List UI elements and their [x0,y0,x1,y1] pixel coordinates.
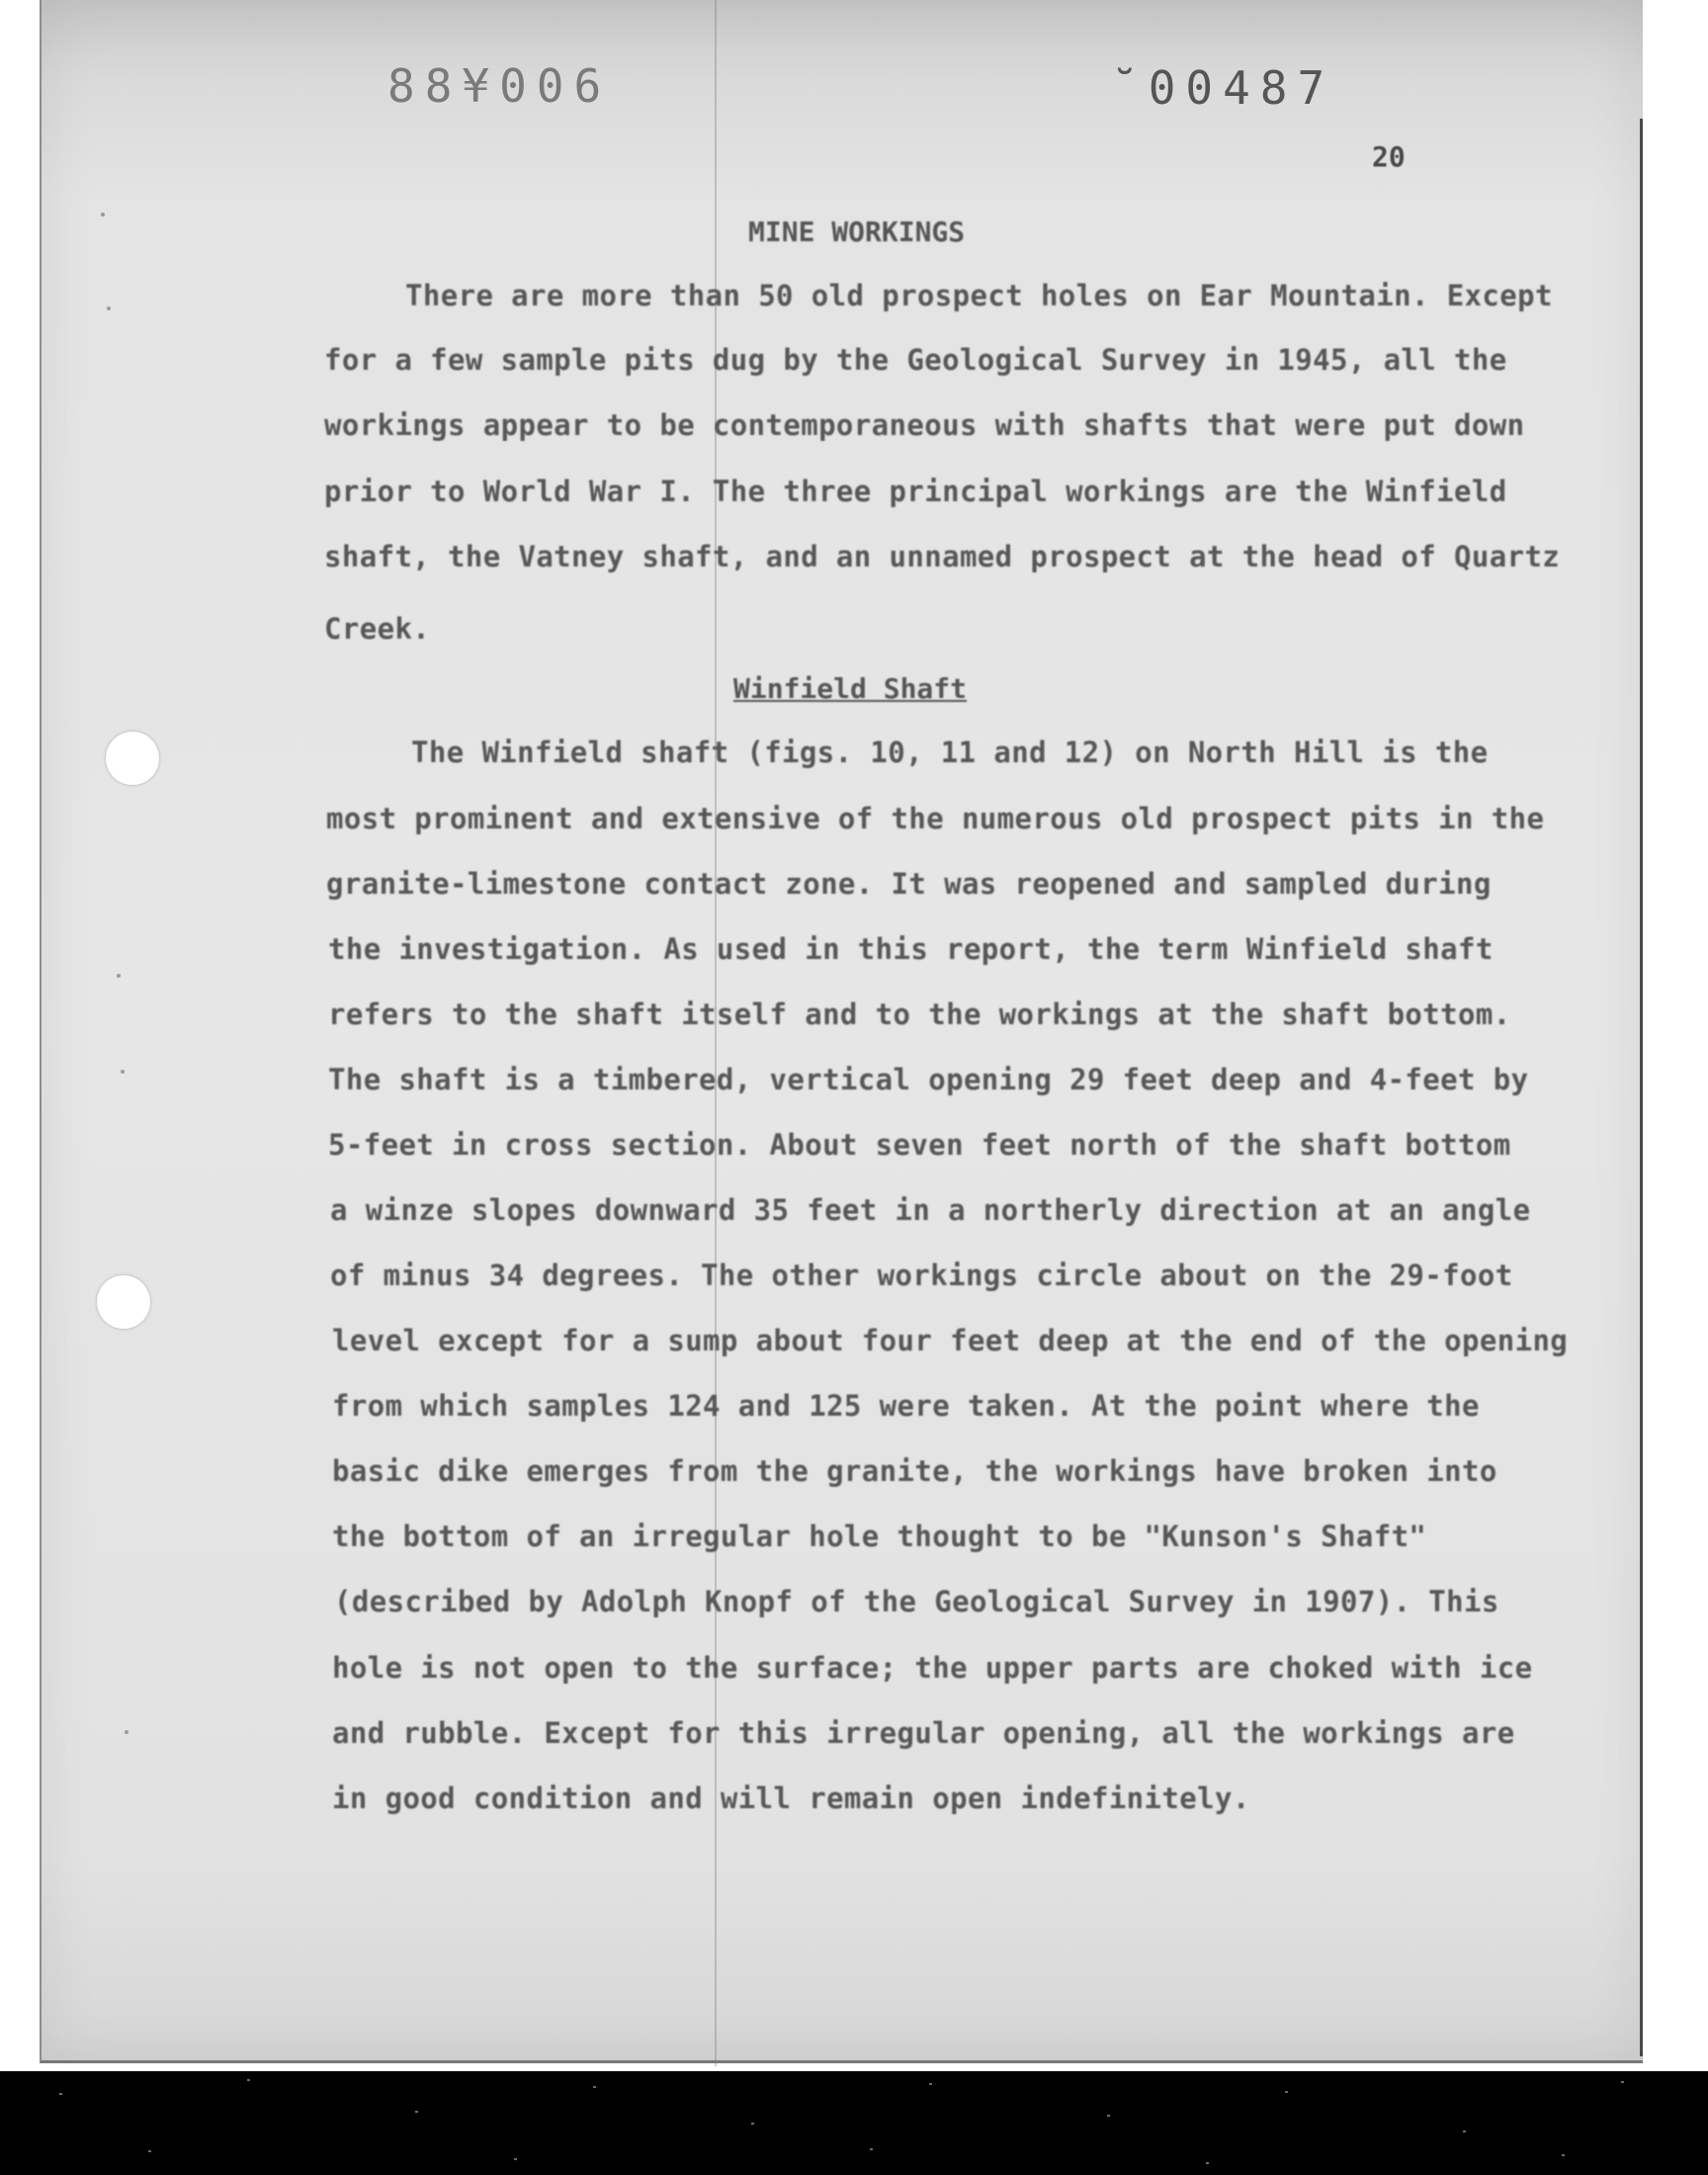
paragraph-line: refers to the shaft itself and to the workings at the shaft bottom. [328,998,1511,1031]
speck [117,974,121,978]
paragraph-line: basic dike emerges from the granite, the workings have broken into [332,1454,1497,1488]
speck [514,2158,517,2160]
speck [1562,2154,1565,2156]
paragraph-line: 5-feet in cross section. About seven feet north of the shaft bottom [328,1128,1511,1162]
speck [101,213,105,217]
punch-hole [106,732,159,785]
paragraph-line: of minus 34 degrees. The other workings circle about on the 29-foot [330,1259,1513,1292]
paragraph-line: hole is not open to the surface; the upper parts are choked with ice [332,1651,1533,1685]
paragraph-line: There are more than 50 old prospect holes on Ear Mountain. Except [405,279,1553,312]
speck [415,2111,418,2113]
speck [929,2083,932,2085]
speck [59,2093,62,2095]
speck [1206,2162,1209,2164]
section-heading-mine-workings: MINE WORKINGS [748,216,966,248]
stamp-number-right: ˘00487 [1111,61,1335,115]
paragraph-line: in good condition and will remain open indefinitely. [332,1782,1250,1815]
speck [1463,2131,1466,2132]
speck [247,2079,250,2081]
paragraph-line: the investigation. As used in this report, the term Winfield shaft [328,932,1494,966]
paragraph-line: a winze slopes downward 35 feet in a northerly direction at an angle [330,1193,1531,1227]
paragraph-line: and rubble. Except for this irregular opening, all the workings are [332,1716,1515,1750]
section-heading-winfield-shaft: Winfield Shaft [733,672,968,705]
paragraph-line: the bottom of an irregular hole thought to be "Kunson's Shaft" [332,1520,1427,1553]
paragraph-line: prior to World War I. The three principal workings are the Winfield [324,475,1507,508]
speck [125,1730,128,1734]
paragraph-line: workings appear to be contemporaneous with shafts that were put down [324,408,1525,442]
speck [107,306,111,310]
speck [121,1070,125,1074]
paragraph-line: The shaft is a timbered, vertical opening 29 feet deep and 4-feet by [328,1063,1529,1096]
punch-hole [97,1275,150,1329]
paragraph-line: for a few sample pits dug by the Geological Survey in 1945, all the [324,343,1507,377]
speck [593,2086,596,2088]
speck [1285,2091,1288,2093]
paragraph-line: from which samples 124 and 125 were taken. At the point where the [332,1389,1480,1423]
paragraph-line: most prominent and extensive of the numerous old prospect pits in the [326,802,1545,835]
speck [1107,2115,1110,2117]
speck [870,2148,873,2150]
paragraph-line: granite-limestone contact zone. It was reopened and sampled during [326,867,1492,901]
speck [148,2150,151,2152]
paragraph-line: shaft, the Vatney shaft, and an unnamed prospect at the head of Quartz [324,540,1561,573]
speck [751,2123,754,2125]
paragraph-line: (described by Adolph Knopf of the Geological Survey in 1907). This [334,1585,1499,1618]
scanner-bottom-band [0,2071,1708,2175]
paragraph-line: level except for a sump about four feet deep at the end of the opening [332,1324,1569,1357]
paragraph-line: Creek. [324,612,431,646]
page-number: 20 [1372,140,1406,173]
speck [1621,2081,1624,2083]
paragraph-line: The Winfield shaft (figs. 10, 11 and 12) on North Hill is the [411,736,1489,769]
stamp-number-left: 88¥006 [387,59,612,113]
